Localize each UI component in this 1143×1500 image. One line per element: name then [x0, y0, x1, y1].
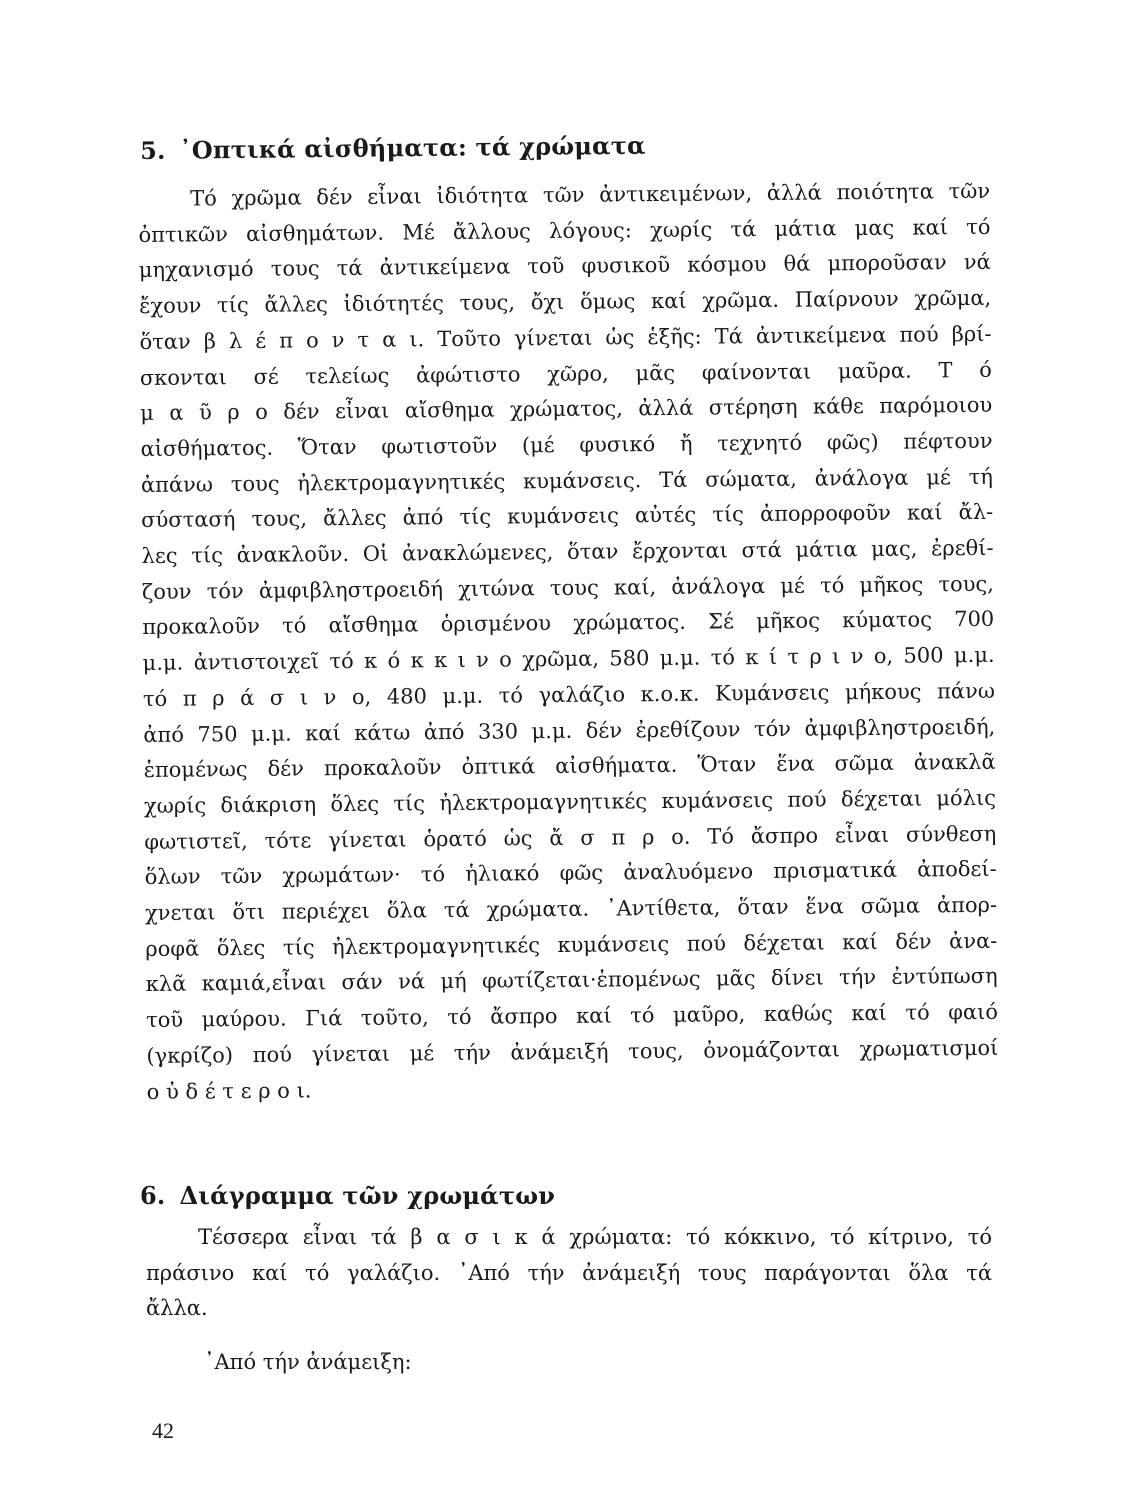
paragraph-basic-colors — [146, 1220, 992, 1327]
text-line: ἀπό 750 μ.μ. καί κάτω ἀπό 330 μ.μ. δέν ἐρεθίζουν τόν ἀμφιβληστροειδή, — [143, 714, 996, 747]
section-heading-optical-sensations — [140, 131, 646, 165]
section-title: Διάγραμμα τῶν χρωμάτων — [179, 1181, 556, 1210]
text-line: τοῦ μαύρου. Γιά τοῦτο, τό ἄσπρο καί τό μαῦρο, καθώς καί τό φαιό — [145, 999, 999, 1033]
text-line: ὀπτικῶν αἰσθημάτων. Μέ ἄλλους λόγους: χωρίς τά μάτια μας καί τό — [138, 214, 991, 247]
text-line: Τέσσερα εἶναι τά β α σ ι κ ά χρώματα: τό κόκκινο, τό κίτρινο, τό — [198, 1225, 992, 1249]
text-line: ἄλλα. — [146, 1296, 208, 1321]
text-line: (γκρίζο) πού γίνεται μέ τήν ἀνάμειξή τους, ὀνομάζονται χρωματισμοί — [146, 1035, 999, 1068]
text-line: κλᾶ καμιά,εἶναι σάν νά μή φωτίζεται·ἑπομένως μᾶς δίνει τήν ἐντύπωση — [145, 964, 998, 997]
section-title: ᾿Οπτικά αἰσθήματα: τά χρώματα — [179, 130, 646, 165]
text-line: μ.μ. ἀντιστοιχεῖ τό κ ό κ κ ι ν ο χρῶμα, 580 μ.μ. τό κ ί τ ρ ι ν ο, 500 μ.μ. — [142, 642, 995, 676]
text-line: Τό χρῶμα δέν εἶναι ἰδιότητα τῶν ἀντικειμένων, ἀλλά ποιότητα τῶν — [190, 178, 991, 211]
text-line: ὅταν β λ έ π ο ν τ α ι. Τοῦτο γίνεται ὡς ἑξῆς: Τά ἀντικείμενα πού βρί- — [139, 321, 992, 354]
text-line: ροφᾶ ὅλες τίς ἠλεκτρομαγνητικές κυμάνσεις πού δέχεται καί δέν ἀνα- — [145, 928, 998, 961]
text-line: σκονται σέ τελείως ἀφώτιστο χῶρο, μᾶς φαίνονται μαῦρα. Τ ό — [139, 357, 992, 390]
text-line: μ α ῦ ρ ο δέν εἶναι αἴσθημα χρώματος, ἀλλά στέρηση κάθε παρόμοιου — [140, 393, 993, 426]
page-number: 42 — [152, 1418, 174, 1443]
section-number: 5. — [140, 135, 166, 165]
text-line: ο ὐ δ έ τ ε ρ ο ι. — [146, 1077, 312, 1104]
text-line: χνεται ὅτι περιέχει ὅλα τά χρώματα. ᾿Αντίθετα, ὅταν ἕνα σῶμα ἀπορ- — [144, 892, 998, 926]
text-line: πράσινο καί τό γαλάζιο. ᾿Από τήν ἀνάμειξή τους παράγονται ὅλα τά — [146, 1260, 992, 1285]
text-line: προκαλοῦν τό αἴσθημα ὁρισμένου χρώματος. Σέ μῆκος κύματος 700 — [142, 607, 995, 640]
section-heading-color-diagram — [140, 1181, 555, 1210]
text-line: λες τίς ἀνακλοῦν. Οἱ ἀνακλώμενες, ὅταν ἔρχονται στά μάτια μας, ἐρεθί- — [141, 535, 994, 569]
text-line: αἰσθήματος. Ὅταν φωτιστοῦν (μέ φυσικό ἤ τεχνητό φῶς) πέφτουν — [140, 428, 993, 461]
text-line: τό π ρ ά σ ι ν ο, 480 μ.μ. τό γαλάζιο κ.ο.κ. Κυμάνσεις μήκους πάνω — [142, 678, 996, 711]
text-line: μηχανισμό τους τά ἀντικείμενα τοῦ φυσικοῦ κόσμου θά μποροῦσαν νά — [138, 250, 991, 283]
text-line: ὅλων τῶν χρωμάτων· τό ἡλιακό φῶς ἀναλυόμενο πρισματικά ἀποδεί- — [144, 857, 997, 890]
text-line: ἀπάνω τους ἠλεκτρομαγνητικές κυμάνσεις. Τά σώματα, ἀνάλογα μέ τή — [140, 464, 993, 497]
text-line: ἑπομένως δέν προκαλοῦν ὀπτικά αἰσθήματα. Ὅταν ἕνα σῶμα ἀνακλᾶ — [143, 750, 996, 783]
paragraph-colors-explanation — [138, 174, 999, 1110]
text-line: σύστασή τους, ἄλλες ἀπό τίς κυμάνσεις αὐτές τίς ἀπορροφοῦν καί ἄλ- — [141, 500, 994, 533]
text-line: ζουν τόν ἀμφιβληστροειδή χιτώνα τους καί, ἀνάλογα μέ τό μῆκος τους, — [141, 571, 995, 604]
paragraph-mixing-intro — [204, 1345, 604, 1381]
text-line: φωτιστεῖ, τότε γίνεται ὁρατό ὡς ἄ σ π ρ ο. Τό ἄσπρο εἶναι σύνθεση — [144, 821, 997, 854]
section-number: 6. — [140, 1181, 166, 1210]
text-line: ἔχουν τίς ἄλλες ἰδιότητές τους, ὄχι ὅμως καί χρῶμα. Παίρνουν χρῶμα, — [139, 285, 992, 319]
text-line: χωρίς διάκριση ὅλες τίς ἠλεκτρομαγνητικές κυμάνσεις πού δέχεται μόλις — [143, 785, 997, 818]
text-line: ᾿Από τήν ἀνάμειξη: — [204, 1350, 412, 1374]
